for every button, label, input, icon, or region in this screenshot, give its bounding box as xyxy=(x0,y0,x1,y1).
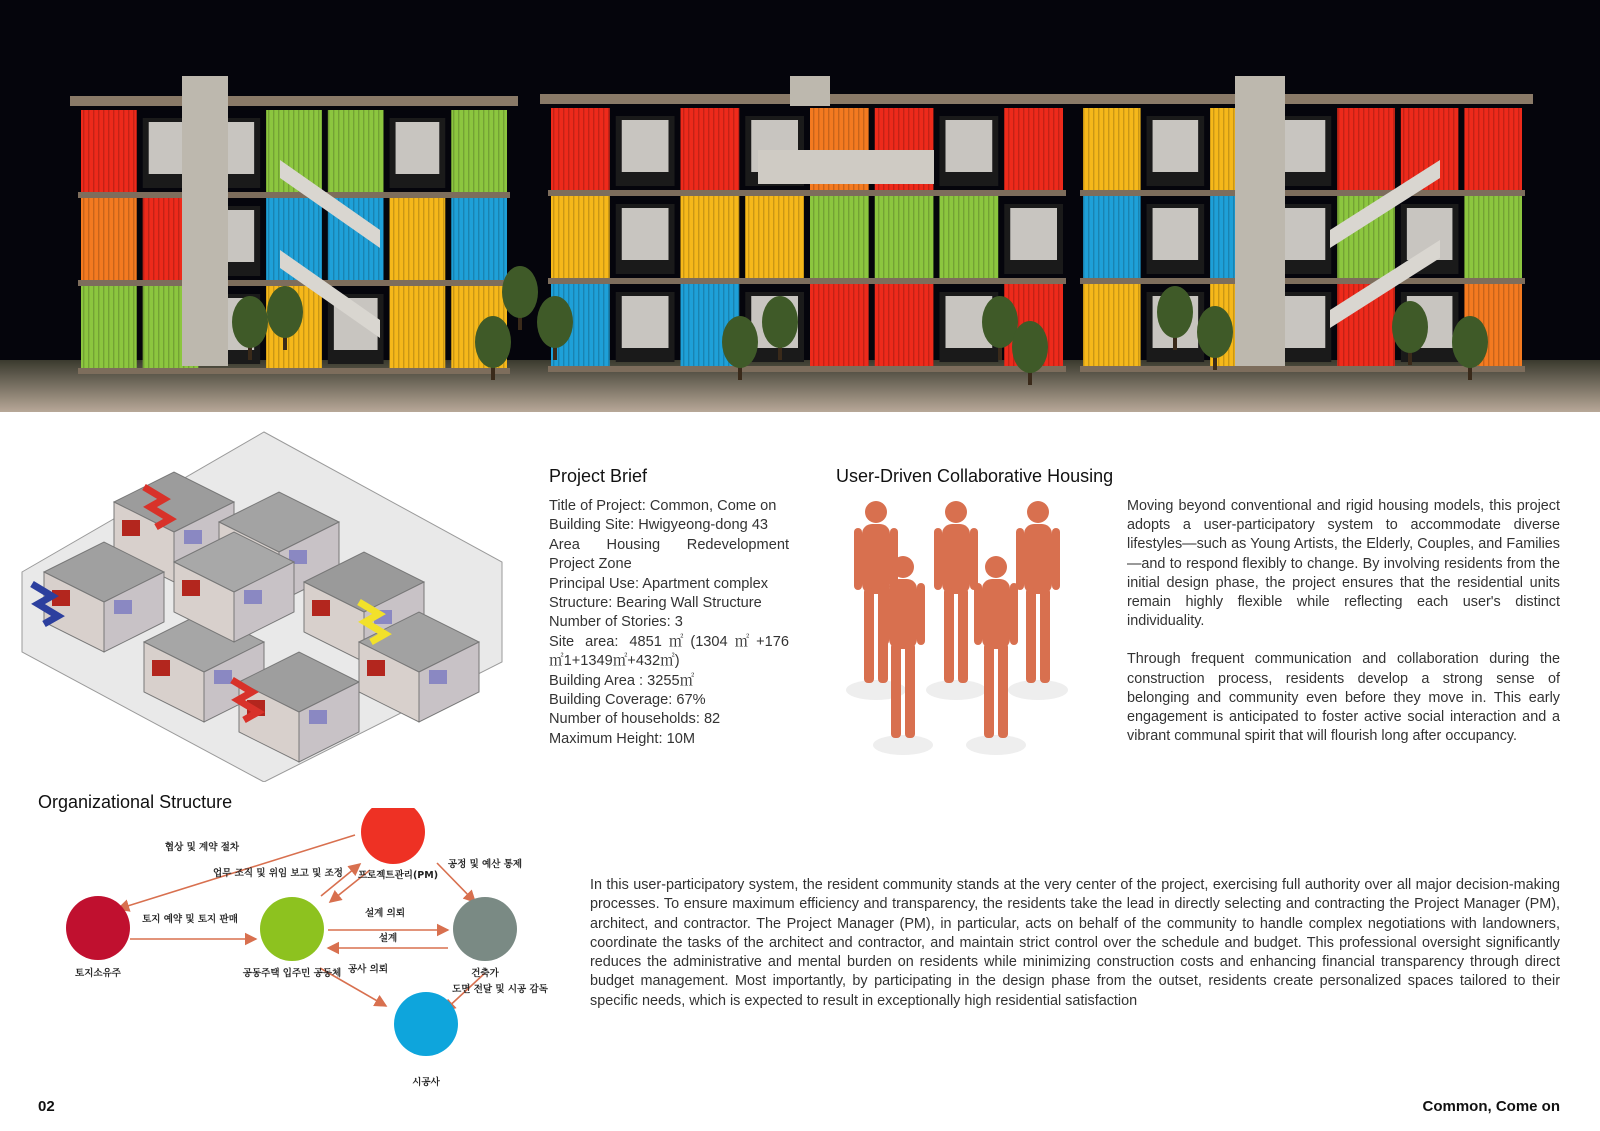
person-shadow xyxy=(873,735,933,755)
stair-tower xyxy=(182,76,228,366)
brief-line: Structure: Bearing Wall Structure xyxy=(549,595,762,612)
org-structure-title: Organizational Structure xyxy=(38,792,233,812)
node-label-architect: 건축가 xyxy=(471,968,499,979)
person-figure xyxy=(1016,501,1060,683)
edge-label-design: 설계 xyxy=(378,933,398,944)
brief-line: Building Site: Hwigyeong-dong 43 xyxy=(549,517,769,534)
axo-unit xyxy=(312,600,330,616)
brief-line: Building Area : 3255㎡ xyxy=(549,672,695,689)
bridge xyxy=(758,150,934,184)
stair-tower xyxy=(1235,76,1285,366)
axo-unit xyxy=(182,580,200,596)
tree-canopy xyxy=(1197,306,1233,358)
tree-canopy xyxy=(1392,301,1428,353)
node-label-pm: 프로젝트관리(PM) xyxy=(357,870,439,881)
tree-canopy xyxy=(232,296,268,348)
project-brief-title: Project Brief xyxy=(549,466,648,486)
org-structure-diagram xyxy=(30,808,570,1098)
edge-label-negotiation: 협상 및 계약 절차 xyxy=(164,842,240,853)
person-figure xyxy=(974,556,1018,738)
axonometric-illustration xyxy=(14,412,504,782)
user-driven-paragraph: Through frequent communication and collaboration during the construction process, residents develop a strong sense of belonging and community even before they move in. This early engagement is anticipated to foster active social interaction and a vibrant communal spirit that will flourish long after occupancy. xyxy=(1127,651,1560,745)
tree-canopy xyxy=(475,316,511,368)
node-label-contractor: 시공사 xyxy=(412,1077,440,1088)
node-architect-circle xyxy=(453,897,517,961)
tree-canopy xyxy=(502,266,538,318)
tree-canopy xyxy=(1012,321,1048,373)
edge-label-drawing-supervision: 도면 전달 및 시공 감독 xyxy=(452,984,548,995)
model-photo-illustration xyxy=(0,0,1600,412)
node-community-circle xyxy=(260,897,324,961)
people-group-illustration xyxy=(834,498,1074,760)
axo-unit xyxy=(367,660,385,676)
edge-label-design-request: 설계 의뢰 xyxy=(364,908,406,919)
edge-label-org-report: 업무 조직 및 위임 보고 및 조정 xyxy=(213,868,343,879)
user-driven-paragraph: Moving beyond conventional and rigid housing models, this project adopts a user-participatory system to accommodate diverse lifestyles—such as Young Artists, the Elderly, Couples, and Families—and to respond flexibly to change. By involving residents from the initial design phase, the project ensures that the residential units remain highly flexible while reflecting each user's distinct individuality. xyxy=(1127,498,1560,630)
brief-line: Number of Stories: 3 xyxy=(549,614,683,631)
stair-tower xyxy=(790,76,830,106)
axo-unit xyxy=(309,710,327,724)
user-driven-title: User-Driven Collaborative Housing xyxy=(836,466,1114,486)
node-landowner-circle xyxy=(66,896,130,960)
axonometric-drawing xyxy=(14,412,504,782)
brief-line: ㎡1+1349㎡+432㎡) xyxy=(549,653,680,670)
tree-canopy xyxy=(762,296,798,348)
tree-canopy xyxy=(722,316,758,368)
brief-line: Area Housing Redevelopment xyxy=(549,536,789,553)
project-brief xyxy=(549,466,789,749)
axo-unit xyxy=(244,590,262,604)
people-figures xyxy=(834,498,1074,760)
user-driven-description xyxy=(1127,497,1560,746)
edge-label-construction-request: 공사 의뢰 xyxy=(347,964,389,975)
org-diagram-svg xyxy=(30,808,570,1098)
edge-label-land-reserve: 토지 예약 및 토지 판매 xyxy=(142,914,238,925)
tree-canopy xyxy=(1452,316,1488,368)
axo-unit xyxy=(429,670,447,684)
brief-line: Site area: 4851㎡(1304㎡+176 xyxy=(549,633,789,650)
page-number: 02 xyxy=(38,1098,55,1115)
footer-project-name: Common, Come on xyxy=(1422,1098,1560,1115)
person-shadow xyxy=(966,735,1026,755)
brief-line: Project Zone xyxy=(549,556,632,573)
node-label-landowner: 토지소유주 xyxy=(75,968,121,979)
brief-line: Title of Project: Common, Come on xyxy=(549,498,777,514)
axo-unit xyxy=(184,530,202,544)
person-figure xyxy=(934,501,978,683)
tree-canopy xyxy=(982,296,1018,348)
tree-canopy xyxy=(537,296,573,348)
brief-line: Building Coverage: 67% xyxy=(549,692,706,709)
tree-canopy xyxy=(267,286,303,338)
brief-line: Principal Use: Apartment complex xyxy=(549,575,768,592)
edge-label-schedule-budget: 공정 및 예산 통제 xyxy=(447,859,523,870)
axo-unit xyxy=(214,670,232,684)
brief-line: Number of households: 82 xyxy=(549,711,721,728)
tree-canopy xyxy=(1157,286,1193,338)
node-pm-circle xyxy=(361,808,425,864)
axo-unit xyxy=(122,520,140,536)
axo-unit xyxy=(114,600,132,614)
person-shadow xyxy=(1008,680,1068,700)
axo-unit xyxy=(152,660,170,676)
node-label-community: 공동주택 입주민 공동체 xyxy=(242,968,342,979)
brief-line: Maximum Height: 10M xyxy=(549,730,695,747)
node-contractor-circle xyxy=(394,992,458,1056)
hero-model-photo xyxy=(0,0,1600,412)
org-structure-description: In this user-participatory system, the resident community stands at the very center of the project, exercising full authority over all major decision-making processes. To ensure maximum efficiency and transparency, the residents take the lead in directly selecting and contracting the Project Manager (PM), architect, and contractor. The Project Manager (PM), in particular, acts on behalf of the community to handle complex negotiations with landowners, coordinate the tasks of the architect and contractor, and maintain strict control over the schedule and budget. This professional oversight significantly reduces the administrative and mental burden on residents while minimizing construction costs and enhancing financial transparency through direct budget management. Most importantly, by participating in the design phase from the outset, residents create personalized spaces tailored to their specific needs, which is expected to result in exceptionally high residential satisfaction xyxy=(590,877,1560,1009)
person-shadow xyxy=(926,680,986,700)
